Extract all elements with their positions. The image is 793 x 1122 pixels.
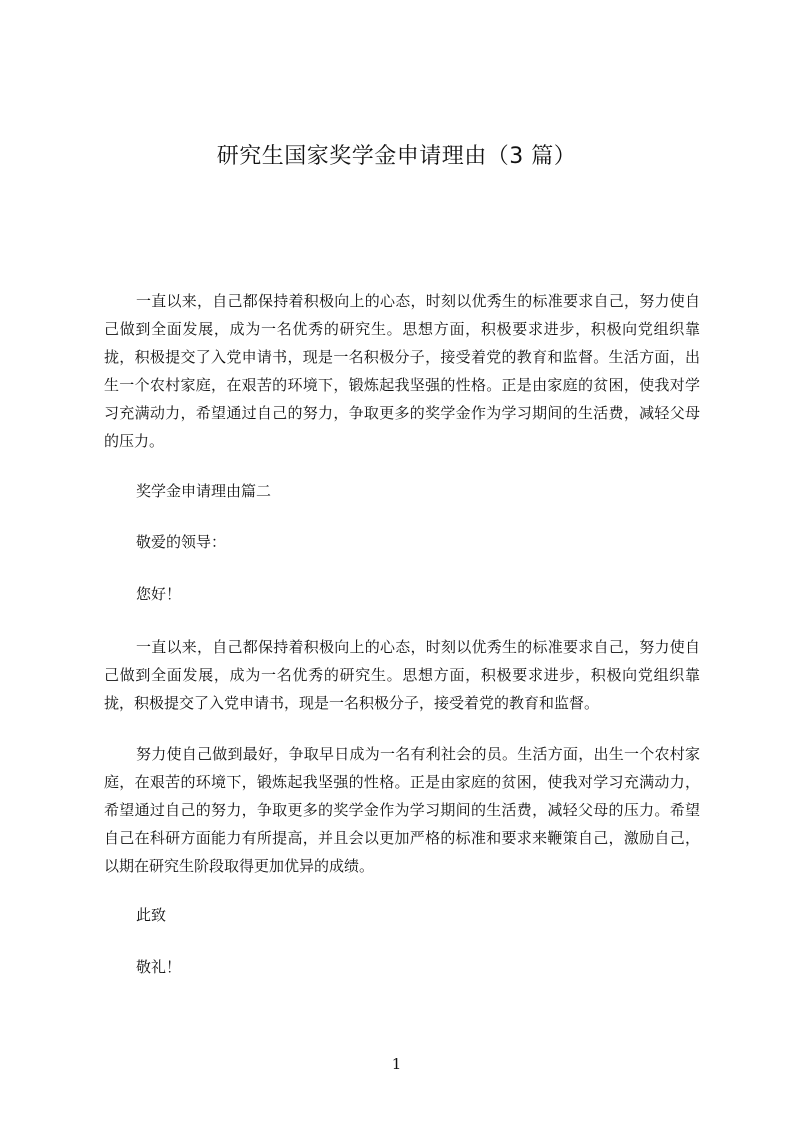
closing-line-2: 敬礼！ (136, 958, 182, 976)
body-paragraph-1: 一直以来，自己都保持着积极向上的心态，时刻以优秀生的标准要求自己，努力使自己做到全面发展，成为一名优秀的研究生。思想方面，积极要求进步，积极向党组织靠拢，积极提交了入党申请书，现是一名积极分子，接受着党的教育和监督。生活方面，出生一个农村家庭，在艰苦的环境下，锻炼起我坚强的性格。正是由家庭的贫困，使我对学习充满动力，希望通过自己的努力，争取更多的奖学金作为学习期间的生活费，减轻父母的压力。 (104, 292, 700, 450)
closing-line-1: 此致 (136, 906, 167, 924)
section-heading: 奖学金申请理由篇二 (136, 482, 272, 500)
body-paragraph-2: 一直以来，自己都保持着积极向上的心态，时刻以优秀生的标准要求自己，努力使自己做到全面发展，成为一名优秀的研究生。思想方面，积极要求进步，积极向党组织靠拢，积极提交了入党申请书，现是一名积极分子，接受着党的教育和监督。 (104, 638, 700, 712)
greeting: 您好！ (136, 585, 182, 603)
document-title: 研究生国家奖学金申请理由（3 篇） (216, 144, 577, 169)
salutation: 敬爱的领导： (136, 533, 227, 551)
body-paragraph-3: 努力使自己做到最好，争取早日成为一名有利社会的员。生活方面，出生一个农村家庭，在艰苦的环境下，锻炼起我坚强的性格。正是由家庭的贫困，使我对学习充满动力，希望通过自己的努力，争取更多的奖学金作为学习期间的生活费，减轻父母的压力。希望自己在科研方面能力有所提高，并且会以更加严格的标准和要求来鞭策自己，激励自己，以期在研究生阶段取得更加优异的成绩。 (104, 745, 700, 875)
page-number: 1 (391, 1055, 402, 1073)
